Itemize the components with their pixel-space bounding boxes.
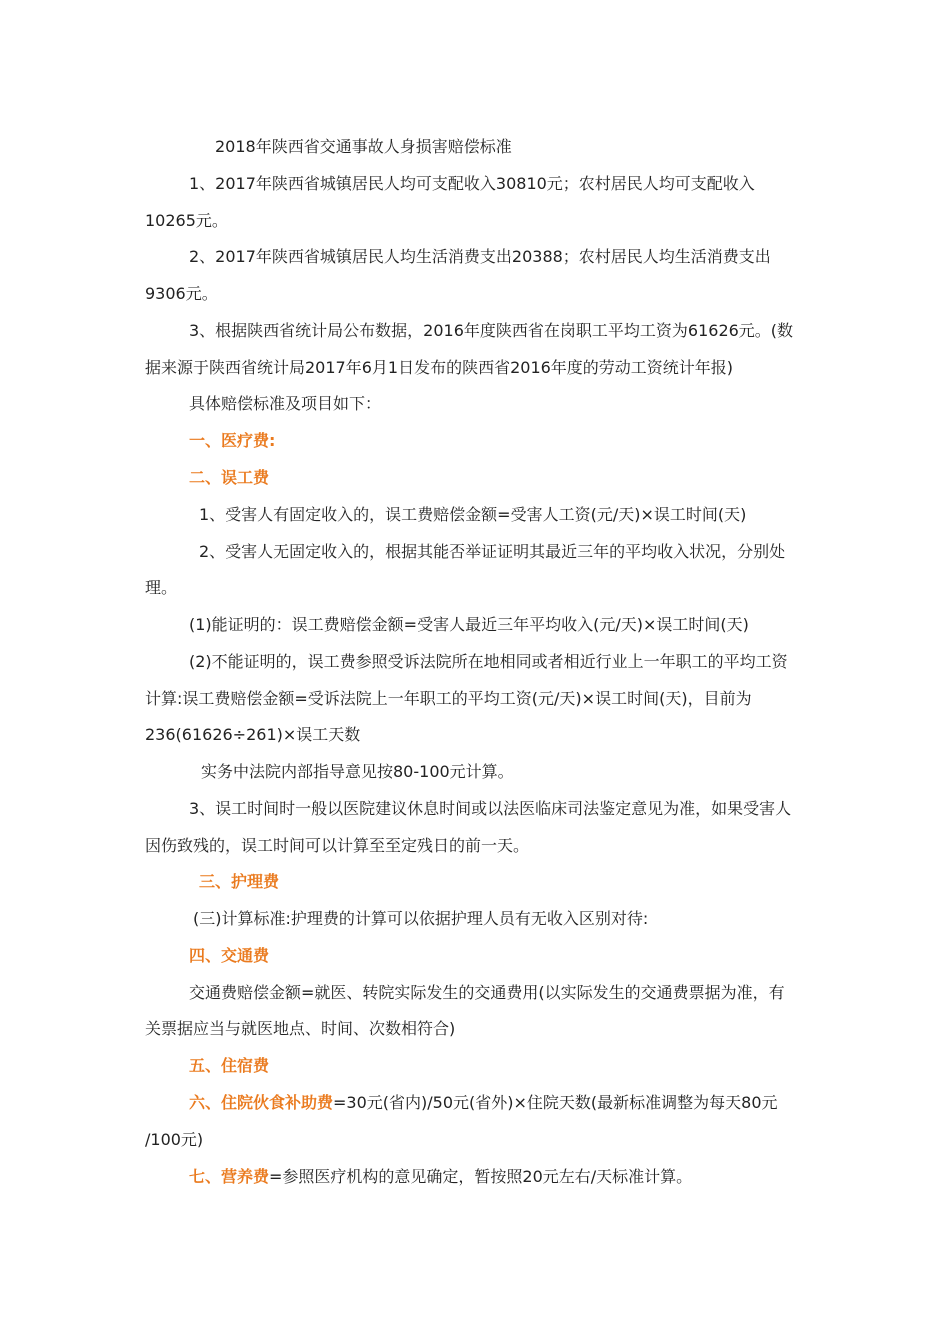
nutrition-text: =参照医疗机构的意见确定，暂按照20元左右/天标准计算。 (269, 1167, 693, 1186)
document-title: 2018年陕西省交通事故人身损害赔偿标准 (215, 137, 512, 156)
lost-wages-item-2-line-1: 2、受害人无固定收入的，根据其能否举证证明其最近三年的平均收入状况，分别处 (199, 542, 786, 561)
paragraph-3-line-1: 3、根据陕西省统计局公布数据，2016年度陕西省在岗职工平均工资为61626元。(数 (189, 321, 794, 340)
lost-wages-item-3-line-2: 因伤致残的，误工时间可以计算至至定残日的前一天。 (145, 836, 530, 855)
heading-accommodation: 五、住宿费 (189, 1056, 270, 1075)
transport-line-2: 关票据应当与就医地点、时间、次数相符合) (145, 1019, 456, 1038)
heading-nutrition: 七、营养费 (189, 1167, 270, 1186)
lost-wages-item-2b-line-3: 236(61626÷261)×误工天数 (145, 725, 361, 744)
paragraph-1-line-2: 10265元。 (145, 211, 228, 230)
meal-subsidy-line-1 (189, 1092, 778, 1114)
lost-wages-item-2a: (1)能证明的：误工费赔偿金额=受害人最近三年平均收入(元/天)×误工时间(天) (189, 615, 749, 634)
intro-text: 具体赔偿标准及项目如下： (189, 394, 382, 413)
practice-note: 实务中法院内部指导意见按80-100元计算。 (201, 762, 514, 781)
lost-wages-item-2-line-2: 理。 (145, 578, 178, 597)
meal-subsidy-line-2: /100元) (145, 1130, 204, 1149)
heading-transport: 四、交通费 (189, 946, 270, 965)
paragraph-3-line-2: 据来源于陕西省统计局2017年6月1日发布的陕西省2016年度的劳动工资统计年报) (145, 358, 734, 377)
lost-wages-item-3-line-1: 3、误工时间时一般以医院建议休息时间或以法医临床司法鉴定意见为准，如果受害人 (189, 799, 792, 818)
paragraph-1-line-1: 1、2017年陕西省城镇居民人均可支配收入30810元；农村居民人均可支配收入 (189, 174, 755, 193)
paragraph-2-line-1: 2、2017年陕西省城镇居民人均生活消费支出20388；农村居民人均生活消费支出 (189, 247, 771, 266)
heading-medical: 一、医疗费: (189, 431, 276, 450)
lost-wages-item-2b-line-2: 计算:误工费赔偿金额=受诉法院上一年职工的平均工资(元/天)×误工时间(天)，目前为 (145, 689, 752, 708)
lost-wages-item-2b-line-1: (2)不能证明的，误工费参照受诉法院所在地相同或者相近行业上一年职工的平均工资 (189, 652, 788, 671)
heading-nursing: 三、护理费 (199, 872, 280, 891)
transport-line-1: 交通费赔偿金额=就医、转院实际发生的交通费用(以实际发生的交通费票据为准，有 (189, 983, 785, 1002)
heading-lost-wages: 二、误工费 (189, 468, 270, 487)
nutrition-line (189, 1166, 692, 1188)
heading-meal-subsidy: 六、住院伙食补助费 (189, 1093, 334, 1112)
meal-subsidy-text: =30元(省内)/50元(省外)×住院天数(最新标准调整为每天80元 (333, 1093, 778, 1112)
paragraph-2-line-2: 9306元。 (145, 284, 218, 303)
lost-wages-item-1: 1、受害人有固定收入的，误工费赔偿金额=受害人工资(元/天)×误工时间(天) (199, 505, 747, 524)
nursing-standard: (三)计算标准:护理费的计算可以依据护理人员有无收入区别对待: (193, 909, 649, 928)
